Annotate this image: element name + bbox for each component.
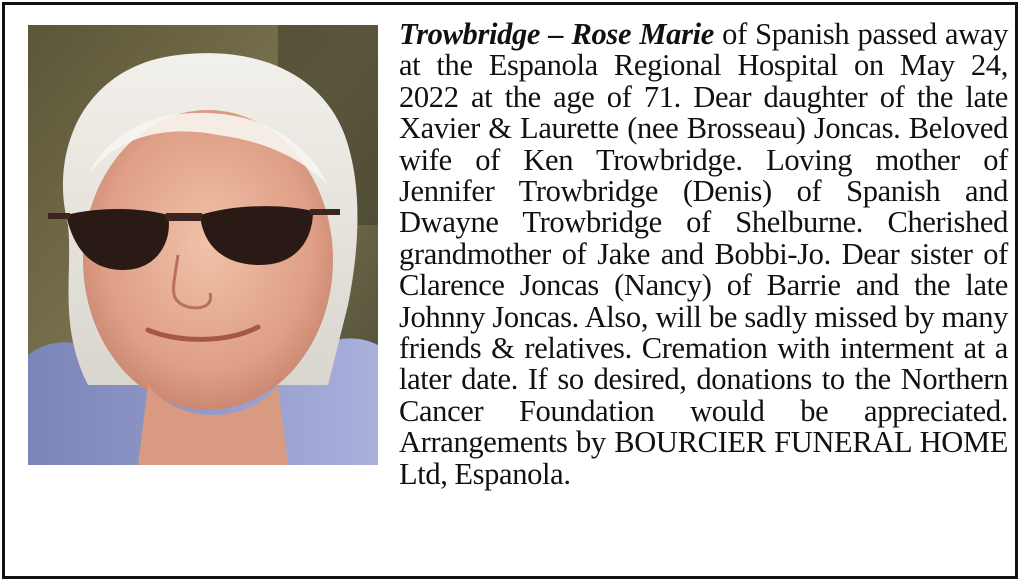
arrangements-line: Arrangements by BOURCIER FUNERAL HOME Ltd, Espanola. (399, 425, 1008, 491)
photo-spacer (31, 19, 399, 467)
obituary-body: of Spanish passed away at the Espanola Regional Hospital on May 24, 2022 at the age of 71. Dear daughter of the late Xavier & Laurette (nee Brosseau) Joncas. Beloved wife of Ken Trowbridge. Loving mother of Jennifer Trowbridge (Denis) of Spanish and Dwayne Trowbridge of Shelburne. Cherished grandmother of Jake and Bobbi-Jo. Dear sister of Clarence Joncas (Nancy) of Barrie and the late Johnny Joncas. Also, will be sadly missed by many friends & relatives. Cremation with interment at a later date. If so desired, donations to the Northern Cancer Foundation would be appreciated. (399, 17, 1008, 428)
deceased-name: Trowbridge – Rose Marie (399, 17, 714, 51)
obituary-frame (2, 2, 1018, 579)
obituary-text (31, 19, 1008, 490)
